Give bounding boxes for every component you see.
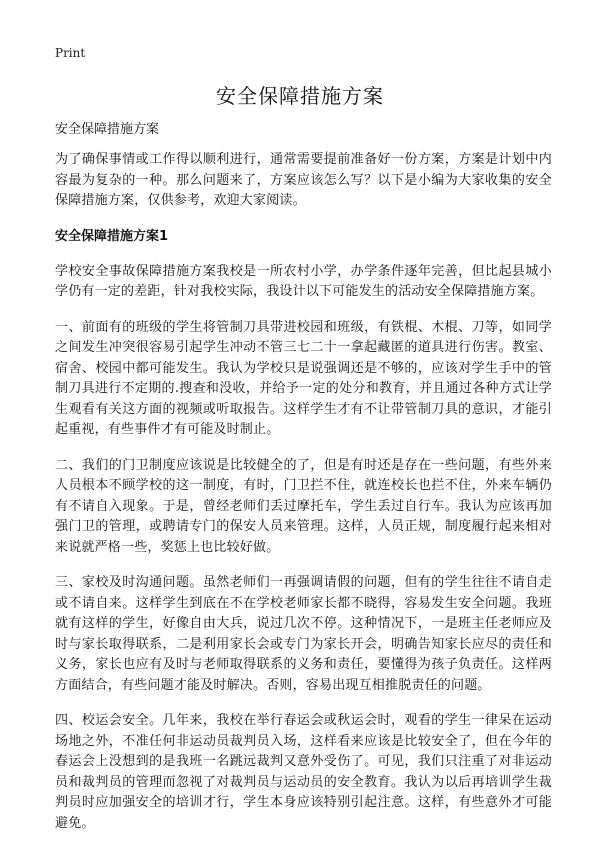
- body-paragraph-4: 三、家校及时沟通问题。虽然老师们一再强调请假的问题，但有的学生往往不请自走或不请自来。这样学生到底在不在学校老师家长都不晓得，容易发生安全问题。我班就有这样的学生，好像自由大兵，说过几次不停。这种情况下，一是班主任老师应及时与家长取得联系，二是利用家长会或专门为家长开会，明确告知家长应尽的责任和义务，家长也应有及时与老师取得联系的义务和责任，要懂得为孩子负责任。这样两方面结合，有些问题才能及时解决。否则，容易出现互相推脱责任的问题。: [55, 575, 552, 693]
- document-body: [55, 120, 552, 849]
- print-label[interactable]: Print: [55, 46, 86, 60]
- document-subtitle: 安全保障措施方案: [55, 122, 160, 137]
- section-heading: 安全保障措施方案1: [55, 228, 169, 244]
- body-paragraph-2: 一、前面有的班级的学生将管制刀具带进校园和班级，有铁棍、木棍、刀等，如同学之间发生冲突很容易引起学生冲动不管三七二十一拿起藏匿的道具进行伤害。教室、宿舍、校园中都可能发生。我认为学校只是说强调还是不够的，应该对学生手中的管制刀具进行不定期的.搜查和没收，并给予一定的处分和教育，并且通过各种方式让学生观看有关这方面的视频或听取报告。这样学生才有不让带管制刀具的意识，才能引起重视，有些事件才有可能及时制止。: [55, 319, 552, 437]
- intro-paragraph: 为了确保事情或工作得以顺利进行，通常需要提前准备好一份方案，方案是计划中内容最为复杂的一种。那么问题来了，方案应该怎么写？以下是小编为大家收集的安全保障措施方案，仅供参考，欢迎大家阅读。: [55, 152, 552, 208]
- body-paragraph-1: 学校安全事故保障措施方案我校是一所农村小学，办学条件逐年完善，但比起县城小学仍有一定的差距，针对我校实际，我设计以下可能发生的活动安全保障措施方案。: [55, 263, 552, 299]
- body-paragraph-5: 四、校运会安全。几年来，我校在举行春运会或秋运会时，观看的学生一律呆在运动场地之外，不准任何非运动员裁判员入场，这样看来应该是比较安全了，但在今年的春运会上没想到的是我班一名跳远裁判又意外受伤了。可见，我们只注重了对非运动员和裁判员的管理而忽视了对裁判员与运动员的安全教育。我认为以后再培训学生裁判员时应加强安全的培训才行，学生本身应该特别引起注意。这样，有些意外才可能避免。: [55, 713, 552, 831]
- document-title: 安全保障措施方案: [216, 84, 384, 108]
- body-paragraph-3: 二、我们的门卫制度应该说是比较健全的了，但是有时还是存在一些问题，有些外来人员根本不顾学校的这一制度，有时，门卫拦不住，就连校长也拦不住，外来车辆仍有不请自入现象。于是，曾经老师们丢过摩托车，学生丢过自行车。我认为应该再加强门卫的管理，或聘请专门的保安人员来管理。这样，人员正规，制度履行起来相对来说就严格一些，奖惩上也比较好做。: [55, 457, 552, 555]
